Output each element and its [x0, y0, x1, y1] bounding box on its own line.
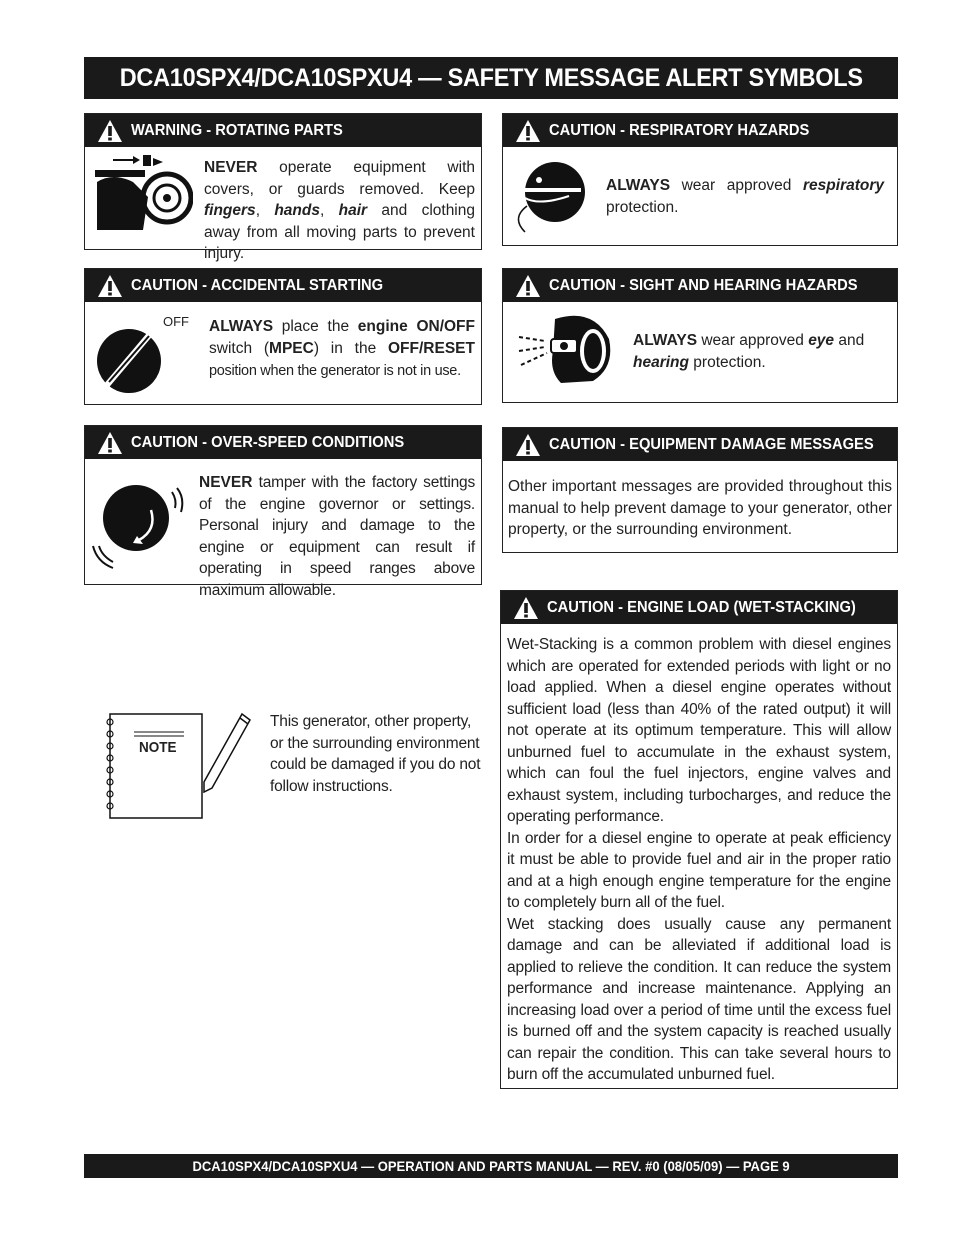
eye-ear-protection-icon [513, 311, 625, 389]
box-heading: CAUTION - SIGHT AND HEARING HAZARDS [503, 269, 897, 302]
warning-rotating-parts-box [84, 113, 482, 262]
warning-triangle-icon [515, 274, 541, 298]
caution-equipment-damage-box [502, 427, 898, 553]
box-heading: WARNING - ROTATING PARTS [85, 114, 481, 147]
warning-triangle-icon [513, 596, 539, 620]
notepad-pencil-icon [104, 708, 256, 822]
speed-dial-icon [89, 470, 189, 576]
box-heading: CAUTION - ENGINE LOAD (WET-STACKING) [501, 591, 897, 624]
note-label: NOTE [139, 739, 177, 756]
equipment-damage-message: Other important messages are provided throughout this manual to help prevent damage to your generator, other property, or the surrounding environment. [508, 478, 892, 538]
warning-triangle-icon [515, 433, 541, 457]
box-heading: CAUTION - RESPIRATORY HAZARDS [503, 114, 897, 147]
page-footer: DCA10SPX4/DCA10SPXU4 — OPERATION AND PARTS MANUAL — REV. #0 (08/05/09) — PAGE 9 [84, 1154, 898, 1178]
note-message: This generator, other property, or the surrounding environment could be damaged if you do not follow instructions. [270, 713, 481, 795]
rotating-parts-message: NEVER operate equipment with covers, or guards removed. Keep fingers, hands, hair and clothing away from all moving parts to prevent injury. [204, 159, 475, 262]
off-label: OFF [163, 314, 189, 329]
sight-hearing-message: ALWAYS wear approved eye and hearing protection. [633, 332, 865, 371]
warning-triangle-icon [97, 431, 123, 455]
box-heading: CAUTION - ACCIDENTAL STARTING [85, 269, 481, 302]
wet-stacking-paragraph-1: Wet-Stacking is a common problem with diesel engines which are operated for extended periods with light or no load applied. When a diesel engine operates without sufficient load (less than 40% of the rated output) it will not operate at its optimum temperature. This will allow unburned fuel to accumulate in the exhaust system, which can foul the fuel injectors, engine valves and exhaust system, including turbocharges, and reduce the operating performance. [507, 636, 891, 825]
over-speed-message: NEVER tamper with the factory settings of the engine governor or settings. Personal injury and damage to the engine or equipment can result if operating in speed ranges above maximum allowable. [199, 474, 475, 599]
box-heading: CAUTION - EQUIPMENT DAMAGE MESSAGES [503, 428, 897, 461]
warning-triangle-icon [515, 119, 541, 143]
caution-wet-stacking-box [500, 590, 898, 1089]
warning-triangle-icon [97, 274, 123, 298]
caution-over-speed-box [84, 425, 482, 599]
page-title: DCA10SPX4/DCA10SPXU4 — SAFETY MESSAGE ALERT SYMBOLS [84, 57, 898, 99]
respiratory-message: ALWAYS wear approved respiratory protection. [606, 177, 884, 216]
accidental-starting-message: ALWAYS place the engine ON/OFF switch (MPEC) in the OFF/RESET position when the generator is not in use. [209, 318, 475, 379]
rotating-parts-icon [93, 152, 193, 238]
box-heading: CAUTION - OVER-SPEED CONDITIONS [85, 426, 481, 459]
caution-respiratory-box [502, 113, 898, 246]
wet-stacking-message [507, 634, 891, 1086]
respirator-mask-icon [509, 158, 599, 238]
wet-stacking-paragraph-2: In order for a diesel engine to operate at peak efficiency it must be able to provide fuel and air in the proper ratio and at a high enough engine temperature for the engine to completely burn all of the fuel. [507, 829, 891, 911]
wet-stacking-paragraph-3: Wet stacking does usually cause any permanent damage and can be alleviated if additional load is applied to relieve the condition. It can reduce the system performance and increase maintenance. Applying an increasing load over a period of time until the excess fuel is burned off and the system capacity is reached usually can repair the condition. This can take several hours to burn off the accumulated unburned fuel. [507, 915, 891, 1083]
caution-accidental-starting-box [84, 268, 482, 405]
caution-sight-hearing-box [502, 268, 898, 403]
warning-triangle-icon [97, 119, 123, 143]
ignition-switch-icon [95, 319, 165, 397]
